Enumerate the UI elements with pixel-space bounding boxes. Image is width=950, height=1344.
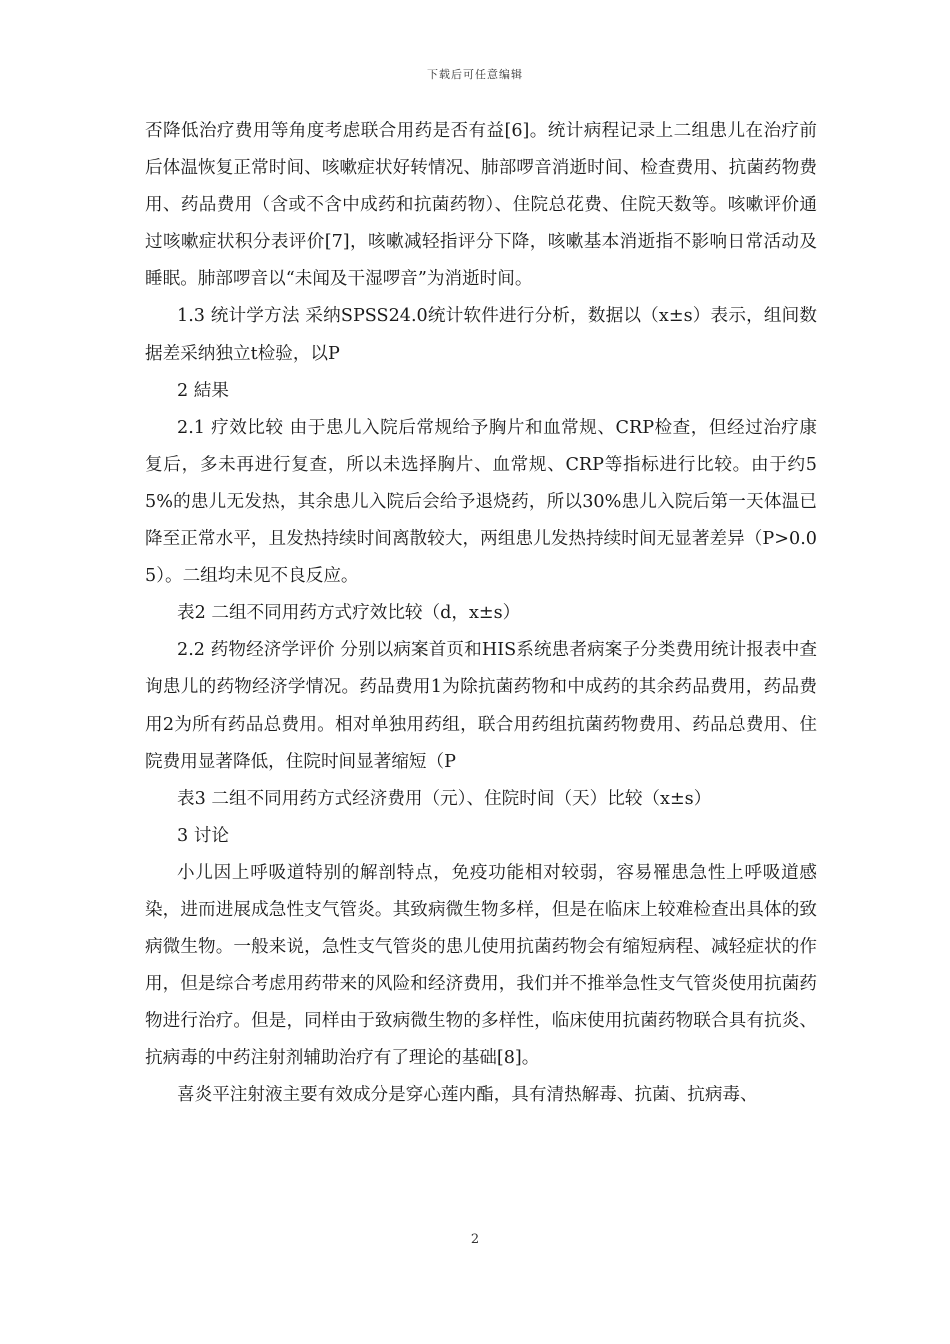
paragraph-discussion: 小儿因上呼吸道特别的解剖特点，免疫功能相对较弱，容易罹患急性上呼吸道感染，进而进展成急性支气管炎。其致病微生物多样，但是在临床上较难检查出具体的致病微生物。一般来说，急性支气管炎的患儿使用抗菌药物会有缩短病程、减轻症状的作用，但是综合考虑用药带来的风险和经济费用，我们并不推举急性支气管炎使用抗菌药物进行治疗。但是，同样由于致病微生物的多样性，临床使用抗菌药物联合具有抗炎、抗病毒的中药注射剂辅助治疗有了理论的基础[8]。 (145, 862, 817, 1069)
page-header: 下载后可任意编辑 (427, 68, 523, 81)
paragraph-efficacy-comparison: 2.1 疗效比较 由于患儿入院后常规给予胸片和血常规、CRP检查，但经过治疗康复后，多未再进行复查，所以未选择胸片、血常规、CRP等指标进行比较。由于约55%的患儿无发热，其余患儿入院后会给予退烧药，所以30%患儿入院后第一天体温已降至正常水平，且发热持续时间离散较大，两组患儿发热持续时间无显著差异（P>0.05）。二组均未见不良反应。 (145, 417, 817, 587)
section-heading-results: 2 結果 (177, 380, 229, 401)
document-body (145, 113, 817, 1115)
table-caption-2: 表2 二组不同用药方式疗效比较（d，x±s） (177, 603, 521, 624)
section-heading-discussion: 3 讨论 (177, 825, 229, 846)
paragraph-pharmacoeconomics: 2.2 药物经济学评价 分别以病案首页和HIS系统患者病案子分类费用统计报表中查询患儿的药物经济学情况。药品费用1为除抗菌药物和中成药的其余药品费用，药品费用2为所有药品总费用。相对单独用药组，联合用药组抗菌药物费用、药品总费用、住院费用显著降低，住院时间显著缩短（P (145, 640, 817, 772)
paragraph-xiyanping: 喜炎平注射液主要有效成分是穿心莲内酯，具有清热解毒、抗菌、抗病毒、 (177, 1085, 758, 1106)
paragraph-statistical-methods: 1.3 统计学方法 采纳SPSS24.0统计软件进行分析，数据以（x±s）表示，组间数据差采纳独立t检验，以P (145, 306, 817, 364)
table-caption-3: 表3 二组不同用药方式经济费用（元）、住院时间（天）比较（x±s） (177, 788, 712, 809)
page-number: 2 (470, 1232, 480, 1247)
paragraph-statistics-intro: 否降低治疗费用等角度考虑联合用药是否有益[6]。统计病程记录上二组患儿在治疗前后体温恢复正常时间、咳嗽症状好转情况、肺部啰音消逝时间、检查费用、抗菌药物费用、药品费用（含或不含中成药和抗菌药物）、住院总花费、住院天数等。咳嗽评价通过咳嗽症状积分表评价[7]，咳嗽减轻指评分下降，咳嗽基本消逝指不影响日常活动及睡眠。肺部啰音以“未闻及干湿啰音”为消逝时间。 (145, 121, 817, 290)
